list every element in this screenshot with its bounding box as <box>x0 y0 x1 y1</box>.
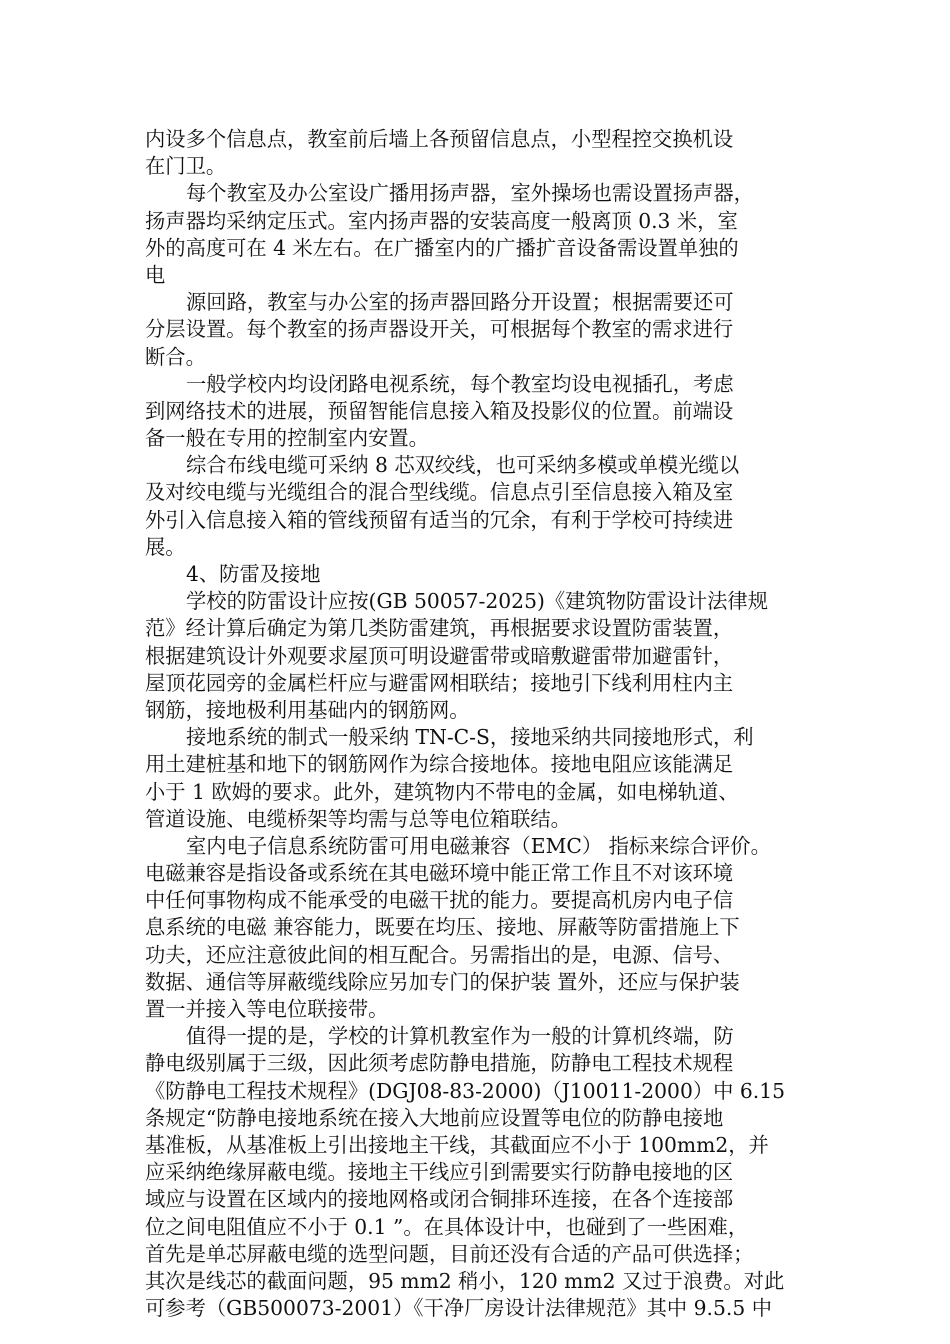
text-line: 数据、通信等屏蔽缆线除应另加专门的保护装 置外，还应与保护装 <box>145 969 740 994</box>
text-line: 首先是单芯屏蔽电缆的选型问题，目前还没有合适的产品可供选择； <box>145 1241 754 1266</box>
text-line: 管道设施、电缆桥架等均需与总等电位箱联结。 <box>145 806 571 831</box>
text-line: 域应与设置在区域内的接地网格或闭合铜排环连接，在各个连接部 <box>145 1187 734 1212</box>
text-line: 用土建桩基和地下的钢筋网作为综合接地体。接地电阻应该能满足 <box>145 752 734 777</box>
text-line: 到网络技术的进展，预留智能信息接入箱及投影仪的位置。前端设 <box>145 398 734 423</box>
text-line: 断合。 <box>145 344 206 369</box>
text-line: 基准板，从基准板上引出接地主干线，其截面应不小于 100mm2，并 <box>145 1132 769 1157</box>
text-line: 接地系统的制式一般采纳 TN-C-S，接地采纳共同接地形式，利 <box>186 725 754 750</box>
text-line: 学校的防雷设计应按(GB 50057-2025)《建筑物防雷设计法律规 <box>186 589 768 614</box>
text-line: 每个教室及办公室设广播用扬声器，室外操场也需设置扬声器， <box>186 181 754 206</box>
text-line: 值得一提的是，学校的计算机教室作为一般的计算机终端，防 <box>186 1024 734 1049</box>
text-line: 一般学校内均设闭路电视系统，每个教室均设电视插孔，考虑 <box>186 371 734 396</box>
text-line: 展。 <box>145 534 186 559</box>
text-line: 电磁兼容是指设备或系统在其电磁环境中能正常工作且不对该环境 <box>145 861 734 886</box>
text-line: 扬声器均采纳定压式。室内扬声器的安装高度一般离顶 0.3 米，室 <box>145 208 738 233</box>
text-line: 其次是线芯的截面问题，95 mm2 稍小，120 mm2 又过于浪费。对此 <box>145 1268 785 1293</box>
text-line: 功夫，还应注意彼此间的相互配合。另需指出的是，电源、信号、 <box>145 942 734 967</box>
document-body <box>145 126 813 1322</box>
text-line: 分层设置。每个教室的扬声器设开关，可根据每个教室的需求进行 <box>145 317 734 342</box>
text-line: 屋顶花园旁的金属栏杆应与避雷网相联结；接地引下线利用柱内主 <box>145 670 734 695</box>
text-line: 《防静电工程技术规程》(DGJ08-83-2000)（J10011-2000）中 6.15 <box>145 1078 786 1103</box>
text-line: 置一并接入等电位联接带。 <box>145 997 389 1021</box>
text-line: 小于 1 欧姆的要求。此外，建筑物内不带电的金属，如电梯轨道、 <box>145 779 739 804</box>
text-line: 条规定“防静电接地系统在接入大地前应设置等电位的防静电接地 <box>145 1105 724 1130</box>
text-line: 电 <box>145 262 166 287</box>
text-line: 综合布线电缆可采纳 8 芯双绞线，也可采纳多模或单模光缆以 <box>186 453 740 478</box>
text-line: 在门卫。 <box>145 154 227 179</box>
text-line: 位之间电阻值应不小于 0.1 ”。在具体设计中，也碰到了一些困难， <box>145 1214 749 1239</box>
text-line: 内设多个信息点，教室前后墙上各预留信息点，小型程控交换机设 <box>145 127 734 151</box>
text-line: 室内电子信息系统防雷可用电磁兼容（EMC） 指标来综合评价。 <box>186 833 771 858</box>
text-line: 息系统的电磁 兼容能力，既要在均压、接地、屏蔽等防雷措施上下 <box>145 915 740 940</box>
text-line: 中任何事物构成不能承受的电磁干扰的能力。要提高机房内电子信 <box>145 888 734 913</box>
text-line: 源回路，教室与办公室的扬声器回路分开设置；根据需要还可 <box>186 290 734 315</box>
text-line: 范》经计算后确定为第几类防雷建筑，再根据要求设置防雷装置， <box>145 616 734 641</box>
text-line: 钢筋，接地极利用基础内的钢筋网。 <box>145 697 470 722</box>
text-line: 根据建筑设计外观要求屋顶可明设避雷带或暗敷避雷带加避雷针， <box>145 643 734 668</box>
text-line: 及对绞电缆与光缆组合的混合型线缆。信息点引至信息接入箱及室 <box>145 480 734 505</box>
text-line: 静电级别属于三级，因此须考虑防静电措施，防静电工程技术规程 <box>145 1051 734 1076</box>
text-line: 可参考（GB500073-2001）《干净厂房设计法律规范》其中 9.5.5 中 <box>145 1296 772 1321</box>
text-line: 外的高度可在 4 米左右。在广播室内的广播扩音设备需设置单独的 <box>145 235 739 260</box>
text-line: 备一般在专用的控制室内安置。 <box>145 426 429 451</box>
text-line: 4、防雷及接地 <box>186 562 321 586</box>
text-line: 应采纳绝缘屏蔽电缆。接地主干线应引到需要实行防静电接地的区 <box>145 1160 734 1185</box>
text-line: 外引入信息接入箱的管线预留有适当的冗余，有利于学校可持续进 <box>145 507 734 532</box>
